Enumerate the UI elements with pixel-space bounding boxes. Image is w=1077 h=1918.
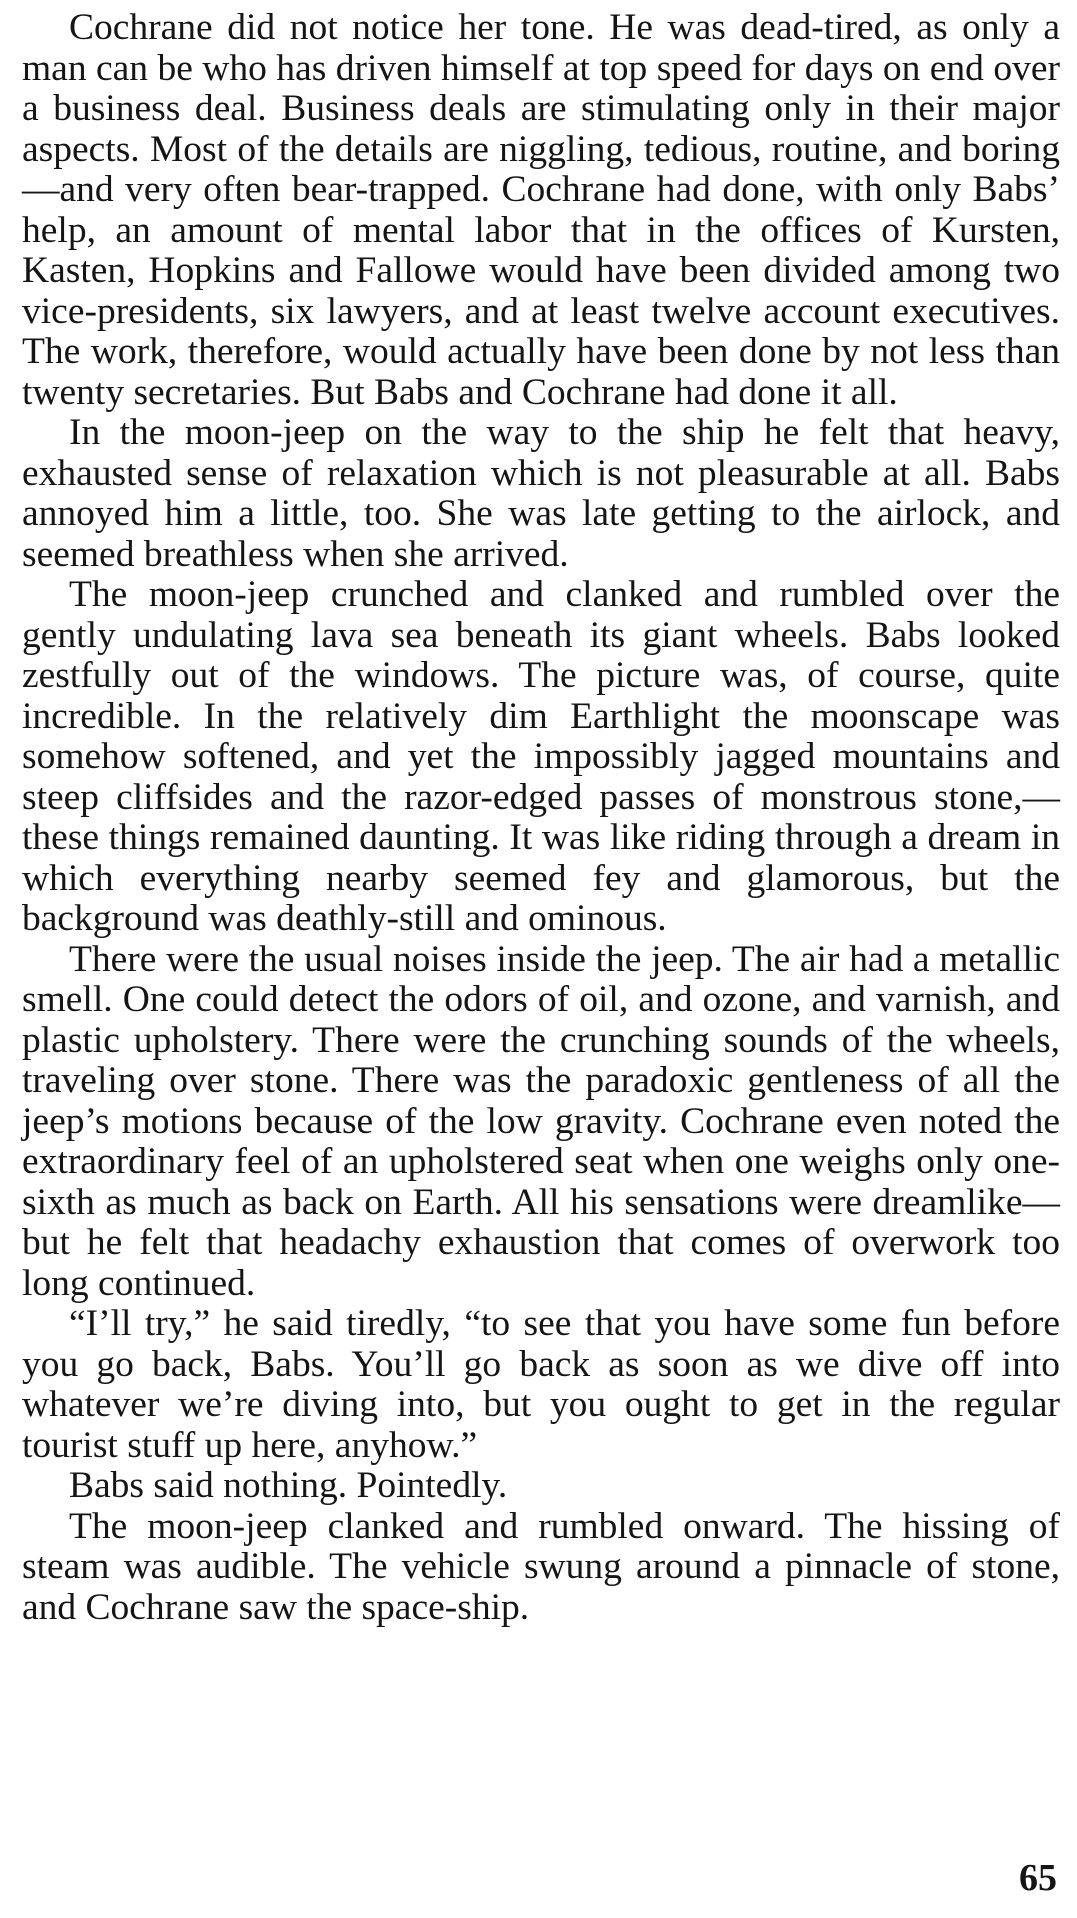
paragraph-2: In the moon-jeep on the way to the ship he felt that heavy, exhausted sense of relaxation which is not pleasurable at all. Babs annoyed him a little, too. She was late getting to the airlock, and seemed breathless when she arrived. <box>22 412 1060 575</box>
paragraph-7: The moon-jeep clanked and rumbled onward. The hissing of steam was audible. The vehicle swung around a pinnacle of stone, and Cochrane saw the space-ship. <box>22 1505 1060 1628</box>
paragraph-6: Babs said nothing. Pointedly. <box>69 1465 508 1506</box>
book-page <box>22 8 1060 1628</box>
paragraph-3: The moon-jeep crunched and clanked and rumbled over the gently undulating lava sea beneath its giant wheels. Babs looked zestfully out of the windows. The picture was, of course, quite incredible. In the relatively dim Earthlight the moonscape was somehow softened, and yet the impossibly jagged mountains and steep cliffsides and the razor-edged passes of monstrous stone,—these things remained daunting. It was like riding through a dream in which everything nearby seemed fey and glamorous, but the background was deathly-still and ominous. <box>22 574 1060 939</box>
page-number: 65 <box>1019 1857 1057 1899</box>
paragraph-1: Cochrane did not notice her tone. He was dead-tired, as only a man can be who has driven himself at top speed for days on end over a business deal. Business deals are stimulating only in their major aspects. Most of the details are niggling, tedious, routine, and boring—and very often bear-trapped. Cochrane had done, with only Babs’ help, an amount of mental labor that in the offices of Kursten, Kasten, Hopkins and Fallowe would have been divided among two vice-presidents, six lawyers, and at least twelve account executives. The work, therefore, would actually have been done by not less than twenty secretaries. But Babs and Cochrane had done it all. <box>22 7 1060 413</box>
paragraph-4: There were the usual noises inside the jeep. The air had a metallic smell. One could detect the odors of oil, and ozone, and varnish, and plastic upholstery. There were the crunching sounds of the wheels, traveling over stone. There was the paradoxic gentleness of all the jeep’s motions because of the low gravity. Cochrane even noted the extraordinary feel of an upholstered seat when one weighs only one-sixth as much as back on Earth. All his sensations were dreamlike—but he felt that headachy exhaustion that comes of overwork too long continued. <box>22 938 1060 1304</box>
paragraph-5: “I’ll try,” he said tiredly, “to see that you have some fun before you go back, Babs. You’ll go back as soon as we dive off into whatever we’re diving into, but you ought to get in the regular tourist stuff up here, anyhow.” <box>22 1303 1060 1466</box>
